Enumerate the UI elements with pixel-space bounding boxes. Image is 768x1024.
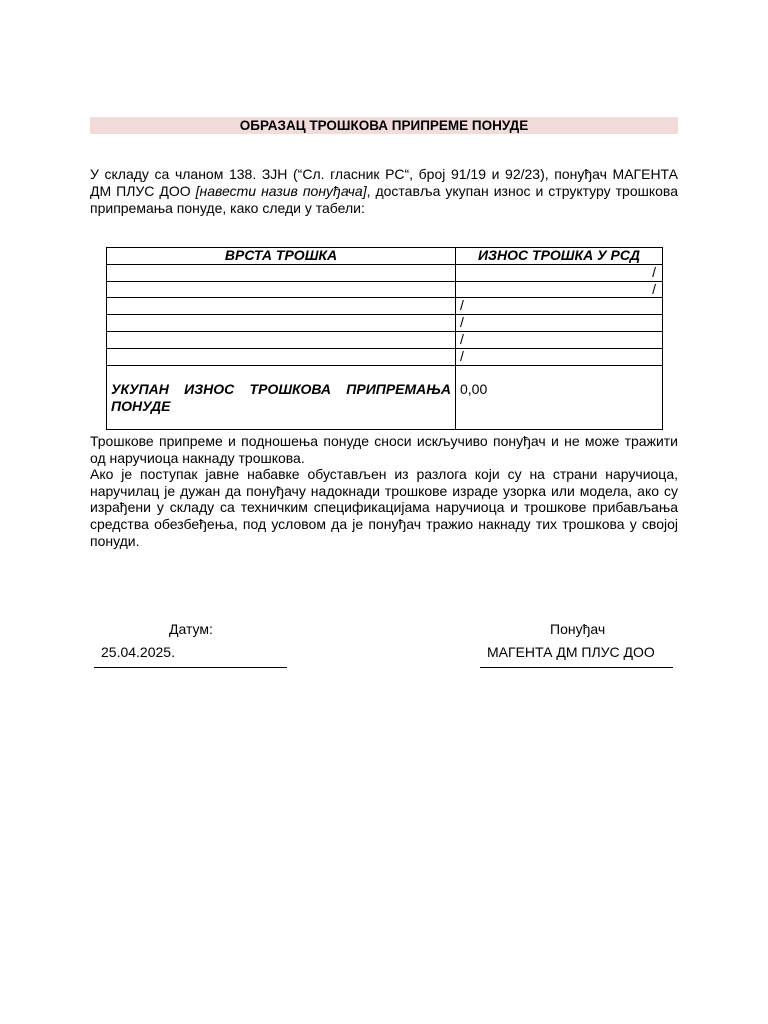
table-header-row: [107, 248, 663, 265]
note-paragraph-1: Трошкове припреме и подношења понуде сноси искључиво понуђач и не може тражити од наручиоца накнаду трошкова.: [90, 433, 678, 466]
total-label-line1: УКУПАН ИЗНОС ТРОШКОВА ПРИПРЕМАЊА: [111, 380, 451, 397]
cell-cost-type: [107, 298, 456, 315]
table-row: [107, 331, 663, 348]
cell-cost-amount: /: [456, 331, 663, 348]
header-cost-type: ВРСТА ТРОШКА: [107, 248, 456, 265]
table-row: [107, 281, 663, 298]
cost-table: [106, 247, 663, 430]
note-section: [90, 433, 678, 549]
date-label: Датум:: [169, 621, 213, 637]
intro-text-1: У складу са чланом 138. ЗЈН (“Сл. гласник РС“, број 91/19 и 92/23), понуђач МАГЕНТА ДМ ПЛУС ДОО: [90, 166, 678, 199]
total-label: [107, 365, 456, 429]
document-title: ОБРАЗАЦ ТРОШКОВА ПРИПРЕМЕ ПОНУДЕ: [90, 117, 678, 134]
table-row: [107, 315, 663, 332]
header-cost-amount: ИЗНОС ТРОШКА У РСД: [456, 248, 663, 265]
total-value: 0,00: [456, 365, 663, 429]
date-value: 25.04.2025.: [101, 644, 175, 660]
cell-cost-amount: /: [456, 264, 663, 281]
table-row: [107, 264, 663, 281]
cell-cost-amount: /: [456, 348, 663, 365]
bidder-label: Понуђач: [550, 621, 606, 637]
intro-paragraph: [90, 166, 678, 217]
cell-cost-type: [107, 264, 456, 281]
bidder-signature-line: [480, 667, 673, 668]
cell-cost-type: [107, 331, 456, 348]
cell-cost-type: [107, 281, 456, 298]
table-row: [107, 348, 663, 365]
cell-cost-amount: /: [456, 281, 663, 298]
table-row: [107, 298, 663, 315]
note-paragraph-2: Ако је поступак јавне набавке обустављен из разлога који су на страни наручиоца, наручилац је дужан да понуђачу надокнади трошкове израде узорка или модела, ако су израђени у складу са техничким спецификацијама наручиоца и трошкове прибављања средства обезбеђења, под условом да је понуђач тражио накнаду тих трошкова у својој понуди.: [90, 466, 678, 549]
total-label-line2: ПОНУДЕ: [111, 397, 171, 414]
table-total-row: [107, 365, 663, 429]
cell-cost-type: [107, 348, 456, 365]
bidder-value: МАГЕНТА ДМ ПЛУС ДОО: [487, 644, 655, 660]
cell-cost-type: [107, 315, 456, 332]
intro-italic-placeholder: [навести назив понуђача]: [195, 183, 367, 199]
cell-cost-amount: /: [456, 298, 663, 315]
date-signature-line: [94, 667, 287, 668]
cell-cost-amount: /: [456, 315, 663, 332]
intro-text-2: , доставља укупан износ и структуру трошкова припремања понуде, како следи у табели:: [90, 183, 678, 216]
